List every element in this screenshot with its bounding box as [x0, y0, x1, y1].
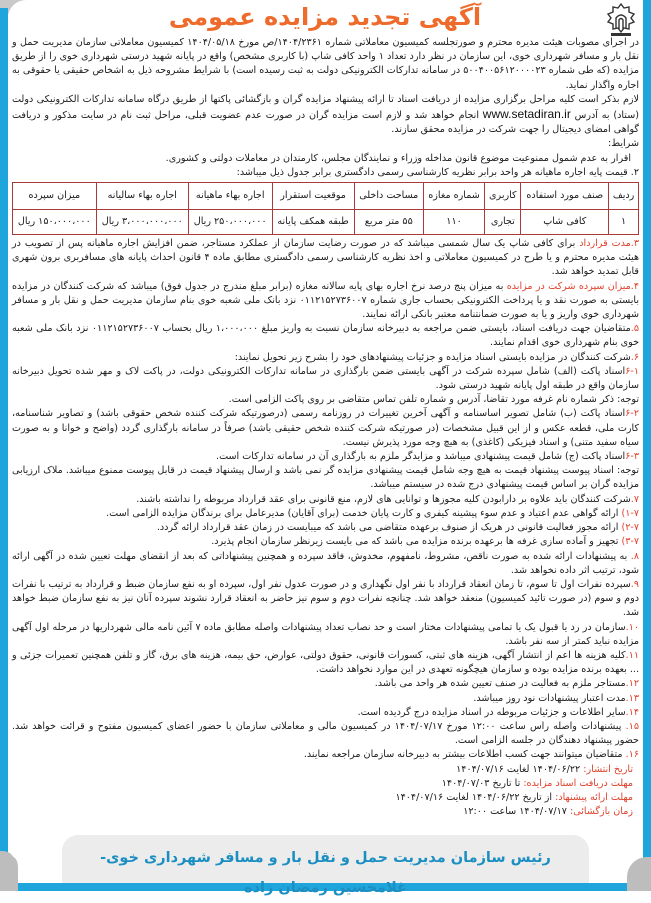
clause-7-3-label: ۳-۷) [621, 536, 639, 548]
intro-setad-text: لازم بذکر است کلیه مراحل برگزاری مزایده از دریافت اسناد تا ارائه پیشنهاد مزایده گران و بازگشائی پاکتها از طریق درگاه سامانه تدارکات الکترونیکی دولت (ستاد) به آدرس [12, 93, 639, 122]
publish-date [12, 763, 633, 777]
clause-6-2-label: ۶-۲ [625, 408, 639, 420]
clause-11 [12, 649, 639, 677]
col-row-number: ردیف [609, 183, 639, 210]
clause-4 [12, 280, 639, 323]
clause-13-label: ۱۳. [625, 692, 639, 704]
frame-corner-bottom-right [627, 857, 651, 891]
clause-6-1-label: ۶-۱ [625, 365, 639, 377]
cell-area: ۵۵ متر مربع [354, 210, 423, 235]
clause-14 [12, 706, 639, 720]
clause-5-text: متقاضیان جهت دریافت اسناد، بایستی ضمن مراجعه به دبیرخانه سازمان نسبت به واریز مبلغ ۱،۰۰۰،۰۰۰ ریال بحساب ۰۱۱۲۱۵۲۷۳۶۰۰۷ نزد بانک ملی شعبه خوی بنام شهرداری خوی اقدام نمایند. [12, 323, 639, 349]
clause-11-text: کلیه هزینه ها اعم از انتشار آگهی، هزینه های ثبتی، کسورات قانونی، حقوق دولتی، عوارض، حق بیمه، هزینه های برق، گاز و تلفن همچنین تعمیرات جزئی و ... بعهده برنده مزایده بوده و سازمان هیچگونه تعهدی در این موارد نخواهد داشت. [12, 649, 639, 676]
intro-setad-text-after: انجام خواهد شد و لازم است مزایده گران در صورت عدم عضویت قبلی، مراحل ثبت نام در سایت مذکور و دریافت گواهی امضای دیجیتال را جهت شرکت در مزایده محقق سازند. [12, 110, 639, 136]
clause-15-label: ۱۵. [625, 720, 639, 732]
col-annual-rent: اجاره بهاء سالیانه [96, 183, 188, 210]
clause-13 [12, 692, 639, 706]
clause-6-1-text: اسناد پاکت (الف) شامل سپرده شرکت در آگهی بایستی ضمن بارگذاری در سامانه تدارکات الکترونیکی دولت، در پاکت لاک و مهر شده تحویل دبیرخانه سازمان واقع در طبقه اول پایانه شهید درستی شود. [12, 365, 639, 392]
dates-block [12, 763, 639, 820]
table-header-row [13, 183, 639, 210]
condition-item-1: اقرار به عدم شمول ممنوعیت موضوع قانون مداخله وزراء و نمایندگان مجلس، کارمندان در معاملات دولتی و کشوری. [165, 152, 631, 164]
clause-16-label: ۱۶. [625, 749, 639, 761]
clause-3-label: ۳.مدت قرارداد [579, 238, 639, 250]
clause-15-text: پیشنهادات واصله راس ساعت ۱۲:۰۰ مورخ ۱۴۰۴/۰۷/۱۷ در کمیسیون مالی و معاملاتی سازمان با حضور اعضای کمیسیون مفتوح و قرائت خواهد شد. حضور پیشنهاد دهندگان در جلسه الزامی است. [12, 720, 639, 747]
clause-6-3-label: ۶-۳ [625, 451, 639, 463]
clause-7-1-text: ارائه گواهی عدم اعتیاد و عدم سوء پیشینه کیفری و کارت پایان خدمت (برای آقایان) مدیرعامل برای برندگان مزایده الزامی است. [106, 507, 619, 519]
cell-usage: تجاری [485, 210, 521, 235]
frame-border-right [643, 0, 651, 860]
clause-10-label: ۱۰. [625, 621, 639, 633]
notice-header [0, 0, 651, 38]
clause-5 [12, 322, 639, 350]
intro-paragraph-setad [12, 93, 639, 138]
cell-location: طبقه همکف پایانه [272, 210, 354, 235]
cell-row-number: ۱ [609, 210, 639, 235]
clause-6-3 [12, 450, 639, 464]
col-usage: کاربری [485, 183, 521, 210]
clause-6-note: توجه: ذکر شماره نام غرفه مورد تقاضا، آدرس و شماره تلفن تماس متقاضی بر روی پاکت الزامی است. [228, 394, 639, 406]
clause-12 [12, 677, 639, 691]
clause-12-text: مستاجر ملزم به فعالیت در صنف تعیین شده هر واحد می باشد. [374, 678, 626, 690]
offer-deadline-label: مهلت ارائه پیشنهاد: [555, 791, 633, 803]
clause-3-text: برای کافی شاپ یک سال شمسی میباشد که در صورت رضایت سازمان از عملکرد مستاجر، ضمن افزایش اجاره ماهیانه پس از تصویب در هیئت مدیره محترم و یا طرح در کمیسیون معاملاتی و اخذ نظریه کارشناسی رسمی دادگستری مطابق ماده ۴ قانون احداث پایانه های مسافربری برون شهری قابل تمدید خواهد شد. [12, 238, 640, 278]
clause-7-3 [12, 535, 639, 549]
col-monthly-rent: اجاره بهاء ماهیانه [188, 183, 272, 210]
frame-border-left [0, 8, 8, 878]
clause-6-3-note: توجه: اسناد پیوست پیشنهاد قیمت به هیچ وجه شامل قیمت پیشنهادی مزایده گر نمی باشد و ارسال پیشنهاد قیمت در قابل پیوست ممنوع میباشد. ملاک ارزیابی مزایده گران بر اساس قیمت پیشنهادی درج شده در سیستم میباشد. [12, 465, 639, 491]
clause-9-text: سپرده نفرات اول تا سوم، تا زمان انعقاد قرارداد با نفر اول نگهداری و در صورت عدول نفر اول، سپرده او به نفع سازمان ضبط و قرارداد به ترتیب با نفرات دوم و سوم (در صورت تائید کمیسیون) منعقد خواهد شد. چنانچه نفرات دوم و سوم نیز حاضر به انعقاد قرارد نشوند سپرده آنان نیز به نفع سازمان ضبط خواهد شد. [12, 578, 639, 619]
clause-14-text: سایر اطلاعات و جزئیات مربوطه در اسناد مزایده درج گردیده است. [357, 706, 626, 718]
municipality-logo-icon [605, 2, 637, 40]
clause-7-2-text: ارائه مجوز فعالیت قانونی در هریک از صنوف برعهده متقاضی می باشد که میبایست در زمان عقد قرارداد ارائه گردد. [156, 522, 619, 534]
cell-monthly-rent: ۲۵۰،۰۰۰،۰۰۰ ریال [188, 210, 272, 235]
clause-13-text: مدت اعتبار پیشنهادات نود روز میباشد. [473, 692, 626, 704]
docs-deadline [12, 777, 633, 791]
signature-text: رئیس سازمان مدیریت حمل و نقل بار و مسافر شهرداری خوی- غلامحسین رمضان زاده [100, 850, 551, 896]
opening-time-value: ۱۴۰۴/۰۷/۱۷ ساعت ۱۲:۰۰ [463, 806, 567, 818]
intro-paragraph: در اجرای مصوبات هیئت مدیره محترم و صورتجلسه کمیسیون معاملاتی شماره ۱۴۰۴/۲۳۶۱/ص مورخ ۱۴۰۴/۰۵/۱۸ کمیسیون معاملاتی سازمان مدیریت حمل و نقل بار و مسافر شهرداری خوی، این سازمان در نظر دارد تعداد ۱ واحد کافی شاپ (با کاربری مشخص) واقع در پایانه شهید درستی شهرداری خوی را از طریق مزایده (که طی شماره ۵۰۰۴۰۰۵۶۱۲۰۰۰۰۲۳ در سامانه تدارکات الکترونیکی دولت به ثبت رسیده است) با شرایط مشروحه ذیل به اشخاص حقیقی یا حقوقی به اجاره واگذار نماید. [12, 37, 640, 91]
opening-time-label: زمان بازگشائی: [570, 806, 633, 818]
col-business-type: صنف مورد استفاده [521, 183, 609, 210]
clause-7-text: شرکت کنندگان باید علاوه بر دارابودن کلیه مجوزها و توانایی های لازم، منع قانونی برای عقد قرارداد مربوطه را نداشته باشند. [136, 493, 631, 505]
clause-7-1-label: ۱-۷) [621, 507, 639, 519]
clause-7 [12, 493, 639, 507]
condition-item-2: ۲. قیمت پایه اجاره ماهیانه هر واحد برابر نظریه کارشناسی رسمی دادگستری برابر جدول ذیل میباشد: [236, 166, 639, 178]
offer-deadline-value: از تاریخ ۱۴۰۴/۰۶/۲۲ لغایت ۱۴۰۴/۰۷/۱۶ [395, 791, 553, 803]
lease-table [12, 182, 639, 235]
clause-8-label: ۸. [630, 550, 639, 562]
docs-deadline-value: تا تاریخ ۱۴۰۴/۰۷/۰۳ [441, 777, 521, 789]
clause-7-2-label: ۲-۷) [621, 522, 639, 534]
publish-date-label: تاریخ انتشار: [583, 763, 633, 775]
clause-4-label: ۴.میزان سپرده شرکت در مزایده [506, 280, 639, 292]
opening-time [12, 805, 633, 819]
clause-6-1 [12, 365, 639, 393]
notice-title: آگهی تجدید مزایده عمومی [168, 3, 482, 31]
conditions-heading: شرایط: [607, 138, 639, 150]
clause-7-label: ۷. [630, 493, 639, 505]
clause-6-3-text: اسناد پاکت (ج) شامل قیمت پیشنهادی میباشد و مزایدگر ملزم به بارگذاری آن در سامانه تدارکات است. [216, 451, 626, 463]
clause-6 [12, 351, 639, 365]
col-area: مساحت داخلی [354, 183, 423, 210]
clause-12-label: ۱۲. [625, 678, 639, 690]
clause-9 [12, 578, 639, 621]
clause-6-label: ۶. [630, 351, 639, 363]
clause-8 [12, 550, 639, 578]
clause-5-label: ۵. [630, 323, 639, 335]
clause-3 [12, 237, 639, 280]
cell-business-type: کافی شاپ [521, 210, 609, 235]
clause-16-text: متقاضیان میتوانند جهت کسب اطلاعات بیشتر به دبیرخانه سازمان مراجعه نمایند. [303, 749, 623, 761]
cell-shop-number: ۱۱۰ [423, 210, 484, 235]
col-shop-number: شماره مغازه [423, 183, 484, 210]
table-row [13, 210, 639, 235]
clause-7-3-text: تجهیز و آماده سازی غرفه ها برعهده برنده مزایده می باشد که می بایست زیرنظر سازمان انجام پذیرد. [211, 536, 619, 548]
clause-14-label: ۱۴. [625, 706, 639, 718]
publish-date-value: ۱۴۰۴/۰۶/۲۲ لغایت ۱۴۰۴/۰۷/۱۶ [456, 763, 581, 775]
clause-15 [12, 720, 639, 748]
docs-deadline-label: مهلت دریافت اسناد مزایده: [523, 777, 633, 789]
clause-9-label: ۹. [630, 578, 639, 590]
clause-7-2 [12, 521, 639, 535]
col-location: موقعیت استقرار [272, 183, 354, 210]
clause-16 [12, 748, 639, 762]
clause-7-1 [12, 507, 639, 521]
clause-4-text: به میزان پنج درصد نرخ اجاره بهای پایه سالانه مغازه (برابر مبلغ مندرج در جدول فوق) میباشد که شرکت کنندگان در مزایده بایستی به صورت نقد و یا پرداخت الکترونیکی بحساب جاری شماره ۰۱۱۲۱۵۲۷۳۶۰۰۷ نزد بانک ملی شعبه خوی بنام سازمان مدیریت حمل و نقل بار و مسافر شهرداری خوی واریز و یا به صورت ضمانتنامه معتبر بانکی ارائه نمایند. [12, 280, 639, 321]
col-deposit: میزان سپرده [13, 183, 97, 210]
clause-8-text: به پیشنهادات ارائه شده به صورت ناقص، مشروط، نامفهوم، مخدوش، فاقد سپرده و همچنین پیشنهاداتی که بعد از انقضای مهلت تعیین شده در آگهی ارائه شود، ترتیب اثر داده نخواهد شد. [12, 550, 639, 576]
clause-6-2 [12, 407, 639, 450]
notice-content [12, 36, 639, 819]
cell-deposit: ۱۵۰،۰۰۰،۰۰۰ ریال [13, 210, 97, 235]
offer-deadline [12, 791, 633, 805]
clause-6-text: شرکت کنندگان در مزایده بایستی اسناد مزایده و جزئیات پیشنهادهای خود را بشرح زیر تحویل نمایند: [234, 351, 631, 363]
clause-11-label: ۱۱. [625, 649, 639, 661]
cell-annual-rent: ۳،۰۰۰،۰۰۰،۰۰۰ ریال [96, 210, 188, 235]
clause-10 [12, 621, 639, 649]
clause-6-2-text: اسناد پاکت (ب) شامل تصویر اساسنامه و آگهی آخرین تغییرات در روزنامه رسمی (درصورتیکه شرکت کننده شخص حقوقی باشد) و تصاویر شناسنامه، کارت ملی، قطعه عکس و از این قبیل مشخصات (در صورتیکه شرکت کننده شخص حقیقی باشد) صرفاً در سامانه بارگذاری گردد (واضح و خوانا و به صورت سیاه سفید متنی) و اسناد فیزیکی (کاغذی) به هیچ وجه مورد پذیرش نیست. [12, 408, 639, 448]
setad-link[interactable]: www.setadiran.ir [482, 107, 571, 122]
clause-10-text: سازمان در رد یا قبول یک یا تمامی پیشنهادات مختار است و حد نصاب تعداد پیشنهادات واصله مطابق ماده ۷ آئین نامه مالی شهرداریها در مرحله اول آگهی مزایده نباید کمتر از سه نفر باشد. [12, 621, 639, 647]
